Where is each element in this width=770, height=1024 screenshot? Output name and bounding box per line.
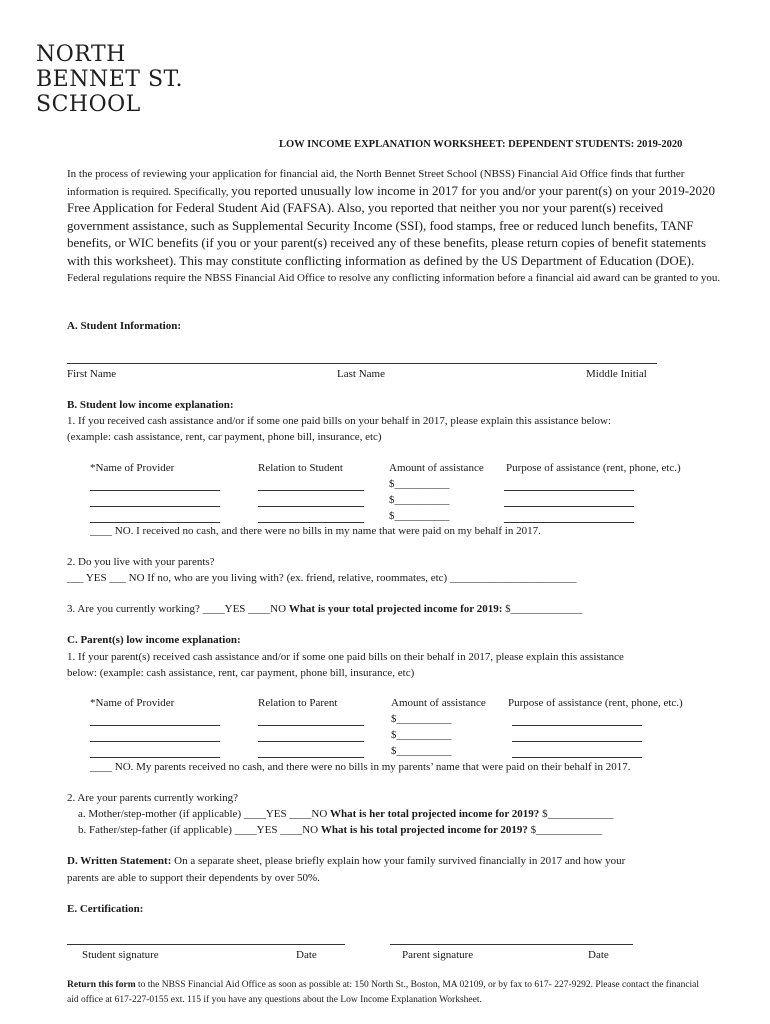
section-c-heading: C. Parent(s) low income explanation: xyxy=(67,634,241,646)
section-d-text: On a separate sheet, please briefly explain how your family survived financially in 2017 and how your xyxy=(171,855,626,867)
col-amount-header-c: Amount of assistance xyxy=(391,697,486,709)
parent-purpose-field-2[interactable] xyxy=(512,741,642,742)
school-logo xyxy=(36,42,183,117)
mother-working-row[interactable] xyxy=(78,808,614,820)
col-purpose-header-c: Purpose of assistance (rent, phone, etc.) xyxy=(508,697,683,709)
first-name-label: First Name xyxy=(67,368,117,380)
section-c-example: below: (example: cash assistance, rent, car payment, phone bill, insurance, etc) xyxy=(67,667,415,679)
mother-working-label: a. Mother/step-mother (if applicable) ____YES ____NO xyxy=(78,808,331,820)
col-relation-header: Relation to Student xyxy=(258,462,343,474)
footer-note xyxy=(67,978,707,1008)
parent-signature-label: Parent signature xyxy=(402,949,474,961)
logo-line-2: BENNET ST. xyxy=(36,67,183,92)
section-c-no-option[interactable]: ____ NO. My parents received no cash, and there were no bills in my parents’ name that were paid on their behalf in 2017. xyxy=(90,761,631,773)
intro-part-1: In the process of reviewing your application for financial aid, the North Bennet Street School (NBSS) Financial Aid Office finds that further information is required. Specifically, xyxy=(67,168,685,198)
relation-field-1[interactable] xyxy=(258,490,364,491)
section-a-heading: A. Student Information: xyxy=(67,320,181,332)
parent-amount-field-3[interactable]: $__________ xyxy=(391,745,452,757)
section-e-heading: E. Certification: xyxy=(67,903,144,915)
parent-provider-field-1[interactable] xyxy=(90,725,220,726)
projected-income-question: What is your total projected income for 2019: xyxy=(288,603,503,615)
provider-field-3[interactable] xyxy=(90,522,220,523)
intro-part-3: Federal regulations require the NBSS Financial Aid Office to resolve any conflicting information before a financial aid award can be granted to you. xyxy=(67,272,721,284)
section-b-question-1: 1. If you received cash assistance and/or if some one paid bills on your behalf in 2017, please explain this assistance below: xyxy=(67,415,612,427)
parent-provider-field-2[interactable] xyxy=(90,741,220,742)
intro-part-2: you reported unusually low income in 2017 for you and/or your parent(s) on your 2019-2020 Free Application for Federal Student Aid (FAFSA). Also, you reported that neither you nor your parent(s) received government assistance, such as Supplemental Security Income (SSI), food stamps, free or reduced lunch benefits, TANF benefits, or WIC benefits (if you or your parent(s) received any of these benefits, please return copies of benefit statements with this worksheet). This may constitute conflicting information as defined by the US Department of Education (DOE). xyxy=(67,182,716,268)
section-b-question-3[interactable] xyxy=(67,603,582,615)
parent-amount-field-2[interactable]: $__________ xyxy=(391,729,452,741)
provider-field-1[interactable] xyxy=(90,490,220,491)
parent-provider-field-3[interactable] xyxy=(90,757,220,758)
section-d-heading: D. Written Statement: xyxy=(67,855,172,867)
parent-amount-field-1[interactable]: $__________ xyxy=(391,713,452,725)
purpose-field-3[interactable] xyxy=(504,522,634,523)
col-relation-header-c: Relation to Parent xyxy=(258,697,338,709)
amount-field-1[interactable]: $__________ xyxy=(389,478,450,490)
parent-relation-field-1[interactable] xyxy=(258,725,364,726)
section-b-no-option[interactable]: ____ NO. I received no cash, and there were no bills in my name that were paid on my behalf in 2017. xyxy=(90,525,541,537)
student-signature-line[interactable] xyxy=(67,944,345,945)
section-d-row xyxy=(67,855,625,867)
parent-relation-field-2[interactable] xyxy=(258,741,364,742)
last-name-label: Last Name xyxy=(337,368,385,380)
student-signature-label: Student signature xyxy=(82,949,159,961)
purpose-field-2[interactable] xyxy=(504,506,634,507)
footer-bold: Return this form xyxy=(67,980,136,990)
section-c-question-1: 1. If your parent(s) received cash assistance and/or if some one paid bills on their behalf in 2017, please explain this assistance xyxy=(67,651,624,663)
parent-relation-field-3[interactable] xyxy=(258,757,364,758)
col-amount-header: Amount of assistance xyxy=(389,462,484,474)
father-income-blank[interactable]: $____________ xyxy=(527,824,603,836)
father-working-row[interactable] xyxy=(78,824,602,836)
name-input-line[interactable] xyxy=(67,363,657,364)
section-b-example: (example: cash assistance, rent, car payment, phone bill, insurance, etc) xyxy=(67,431,382,443)
section-d-text-2: parents are able to support their dependents by over 50%. xyxy=(67,872,320,884)
student-date-label: Date xyxy=(296,949,317,961)
parent-signature-line[interactable] xyxy=(390,944,633,945)
col-provider-header-c: *Name of Provider xyxy=(90,697,175,709)
col-purpose-header: Purpose of assistance (rent, phone, etc.) xyxy=(506,462,681,474)
col-provider-header: *Name of Provider xyxy=(90,462,175,474)
mother-income-question: What is her total projected income for 2019? xyxy=(330,808,540,820)
footer-text: to the NBSS Financial Aid Office as soon as possible at: 150 North St., Boston, MA 02109, or by fax to 617- 227-9292. Please contact the financial aid office at 617-227-0155 ext. 115 if you have any questions about the Low Income Explanation Worksheet. xyxy=(67,980,700,1005)
working-question: 3. Are you currently working? ____YES ____NO xyxy=(67,603,289,615)
logo-line-1: NORTH xyxy=(36,42,126,67)
parent-date-label: Date xyxy=(588,949,609,961)
section-c-question-2: 2. Are your parents currently working? xyxy=(67,792,239,804)
father-working-label: b. Father/step-father (if applicable) ____YES ____NO xyxy=(78,824,321,836)
father-income-question: What is his total projected income for 2019? xyxy=(320,824,528,836)
mother-income-blank[interactable]: $____________ xyxy=(539,808,614,820)
projected-income-blank[interactable]: $_____________ xyxy=(502,603,583,615)
provider-field-2[interactable] xyxy=(90,506,220,507)
section-b-heading: B. Student low income explanation: xyxy=(67,399,234,411)
amount-field-2[interactable]: $__________ xyxy=(389,494,450,506)
relation-field-2[interactable] xyxy=(258,506,364,507)
parent-purpose-field-1[interactable] xyxy=(512,725,642,726)
page-title: LOW INCOME EXPLANATION WORKSHEET: DEPENDENT STUDENTS: 2019-2020 xyxy=(279,139,683,150)
purpose-field-1[interactable] xyxy=(504,490,634,491)
live-with-parents-answer[interactable]: ___ YES ___ NO If no, who are you living with? (ex. friend, relative, roommates, etc) _______________________ xyxy=(67,572,577,584)
amount-field-3[interactable]: $__________ xyxy=(389,510,450,522)
parent-purpose-field-3[interactable] xyxy=(512,757,642,758)
logo-line-3: SCHOOL xyxy=(36,92,141,117)
intro-paragraph xyxy=(67,166,727,287)
relation-field-3[interactable] xyxy=(258,522,364,523)
middle-initial-label: Middle Initial xyxy=(586,368,647,380)
section-b-question-2: 2. Do you live with your parents? xyxy=(67,556,215,568)
